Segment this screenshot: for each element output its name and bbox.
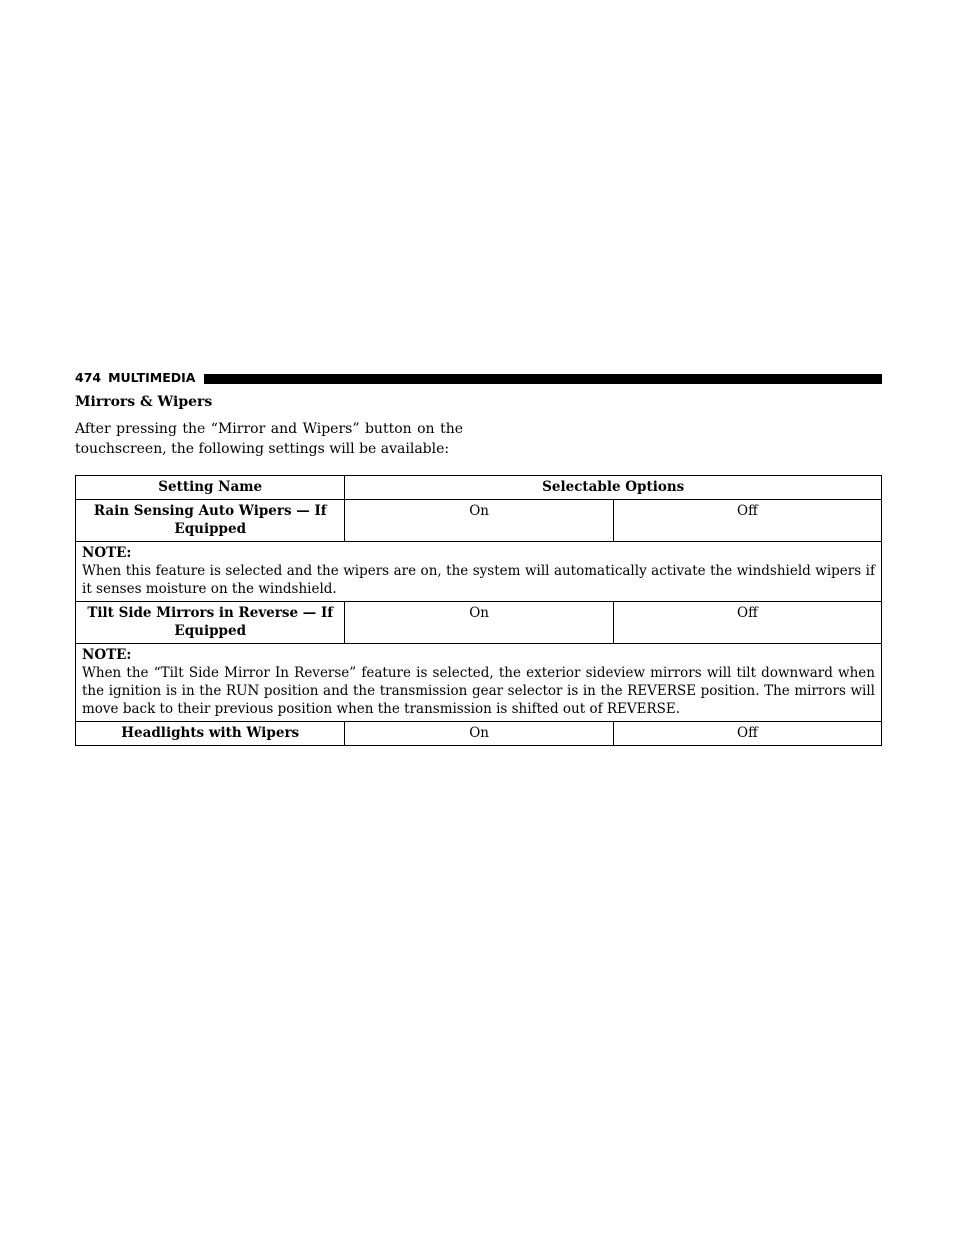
section-title: MULTIMEDIA <box>108 370 196 385</box>
note-row <box>76 644 882 722</box>
option-on-cell: On <box>345 602 613 644</box>
setting-name-cell: Rain Sensing Auto Wipers — If Equipped <box>76 500 345 542</box>
page-number: 474 <box>75 370 102 385</box>
settings-table <box>75 475 882 746</box>
note-text: When this feature is selected and the wipers are on, the system will automatically activate the windshield wipers if it senses moisture on the windshield. <box>82 563 875 597</box>
table-row <box>76 722 882 746</box>
note-text: When the “Tilt Side Mirror In Reverse” feature is selected, the exterior sideview mirrors will tilt downward when the ignition is in the RUN position and the transmission gear selector is in the REVERSE position. The mirrors will move back to their previous position when the transmission is shifted out of REVERSE. <box>82 665 875 717</box>
table-row <box>76 500 882 542</box>
column-header-setting-name: Setting Name <box>76 476 345 500</box>
note-row <box>76 542 882 602</box>
option-off-cell: Off <box>613 722 881 746</box>
option-off-cell: Off <box>613 602 881 644</box>
intro-line-1: After pressing the “Mirror and Wipers” button on the <box>75 421 463 437</box>
note-cell <box>76 542 882 602</box>
column-header-selectable-options: Selectable Options <box>345 476 882 500</box>
section-heading: Mirrors & Wipers <box>75 394 213 410</box>
option-off-cell: Off <box>613 500 881 542</box>
note-label: NOTE: <box>82 545 132 561</box>
option-on-cell: On <box>345 722 613 746</box>
setting-name-cell: Tilt Side Mirrors in Reverse — If Equipped <box>76 602 345 644</box>
page-header <box>75 370 882 386</box>
option-on-cell: On <box>345 500 613 542</box>
intro-paragraph <box>75 419 463 459</box>
table-row <box>76 602 882 644</box>
header-rule <box>204 374 882 384</box>
setting-name-cell: Headlights with Wipers <box>76 722 345 746</box>
note-cell <box>76 644 882 722</box>
intro-line-2: touchscreen, the following settings will be available: <box>75 441 450 457</box>
note-label: NOTE: <box>82 647 132 663</box>
table-header-row <box>76 476 882 500</box>
